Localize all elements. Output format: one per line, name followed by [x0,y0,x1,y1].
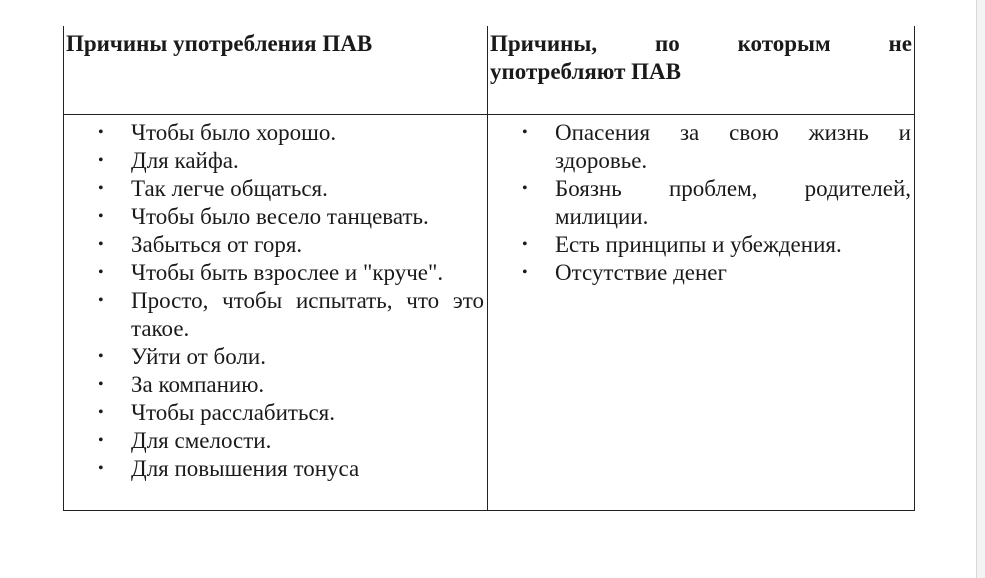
list-item: • Чтобы было весело танцевать. [98,203,429,229]
bullet-icon: • [522,235,528,253]
table-body-row [64,114,915,511]
header-reasons-use [64,26,488,114]
bullet-icon: • [522,123,528,141]
reasons-table [63,26,915,511]
bullet-icon: • [98,375,104,393]
bullet-icon: • [98,263,104,281]
list-item: • Отсутствие денег [522,259,727,285]
bullet-icon: • [98,235,104,253]
list-item: • Есть принципы и убеждения. [522,231,842,257]
list-item: • Забыться от горя. [98,231,303,257]
cell-reasons-not-use-list [488,114,915,511]
list-item: • Для повышения тонуса [98,455,360,481]
list-item: • Чтобы было хорошо. [98,119,337,145]
list-item: • Чтобы расслабиться. [98,399,336,425]
list-item: • Просто, чтобы испытать, что это такое. [98,287,484,341]
bullet-icon: • [98,459,104,477]
page-edge-scrollbar [976,0,985,578]
cell-reasons-use-list [64,114,488,511]
bullet-icon: • [98,123,104,141]
list-item: • Чтобы быть взрослее и "круче". [98,259,444,285]
bullet-icon: • [98,403,104,421]
list-item: • Так легче общаться. [98,175,328,201]
list-item: • Для смелости. [98,427,272,453]
header-reasons-not-use [488,26,915,114]
list-item: • Для кайфа. [98,147,239,173]
bullet-icon: • [98,291,104,309]
reasons-not-use-list [488,115,914,287]
header-reasons-not-use-line2: употребляют ПАВ [490,59,681,84]
list-item: • За компанию. [98,371,265,397]
bullet-icon: • [98,347,104,365]
header-reasons-use-text: Причины употребления ПАВ [66,31,373,56]
list-item: • Опасения за свою жизнь и здоровье. [522,119,911,173]
reasons-use-list [64,115,487,483]
bullet-icon: • [98,207,104,225]
bullet-icon: • [98,151,104,169]
bullet-icon: • [522,263,528,281]
bullet-icon: • [522,179,528,197]
bullet-icon: • [98,179,104,197]
list-item: • Боязнь проблем, родителей, милиции. [522,175,911,229]
list-item: • Уйти от боли. [98,343,266,369]
bullet-icon: • [98,431,104,449]
table-header-row [64,26,915,114]
header-reasons-not-use-line1: Причины, по которым не [490,31,912,56]
